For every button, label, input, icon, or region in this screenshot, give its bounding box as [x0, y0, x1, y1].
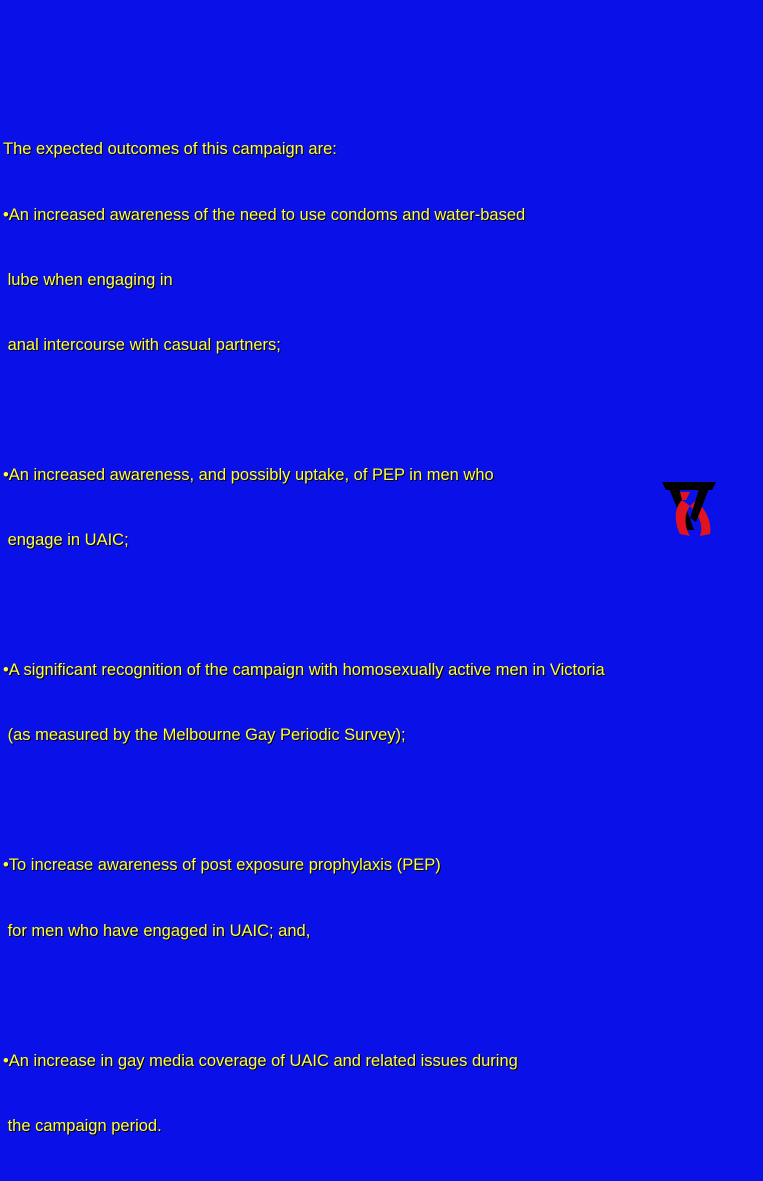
bullet-3-line-1: •A significant recognition of the campaign with homosexually active men in Victoria [3, 661, 605, 680]
bullet-4-line-2: for men who have engaged in UAIC; and, [3, 921, 311, 940]
slide-body-text [3, 96, 763, 1181]
bullet-1-line-1: •An increased awareness of the need to use condoms and water-based [3, 205, 526, 224]
bullet-1-line-2: lube when engaging in [3, 270, 173, 289]
bullet-5-line-1: •An increase in gay media coverage of UAIC and related issues during [3, 1051, 518, 1070]
organization-logo-icon [660, 478, 718, 540]
logo-graphic [660, 478, 718, 540]
bullet-2-line-1: •An increased awareness, and possibly uptake, of PEP in men who [3, 465, 494, 484]
bullet-4-line-1: •To increase awareness of post exposure prophylaxis (PEP) [3, 856, 441, 875]
blank-line [3, 986, 763, 1008]
intro-line: The expected outcomes of this campaign are: [3, 140, 337, 159]
bullet-3-line-2: (as measured by the Melbourne Gay Periodic Survey); [3, 726, 406, 745]
bullet-5-line-2: the campaign period. [3, 1116, 162, 1135]
blank-line [3, 400, 763, 422]
bullet-2-line-2: engage in UAIC; [3, 530, 129, 549]
bullet-1-line-3: anal intercourse with casual partners; [3, 335, 281, 354]
blank-line [3, 790, 763, 812]
blank-line [3, 595, 763, 617]
